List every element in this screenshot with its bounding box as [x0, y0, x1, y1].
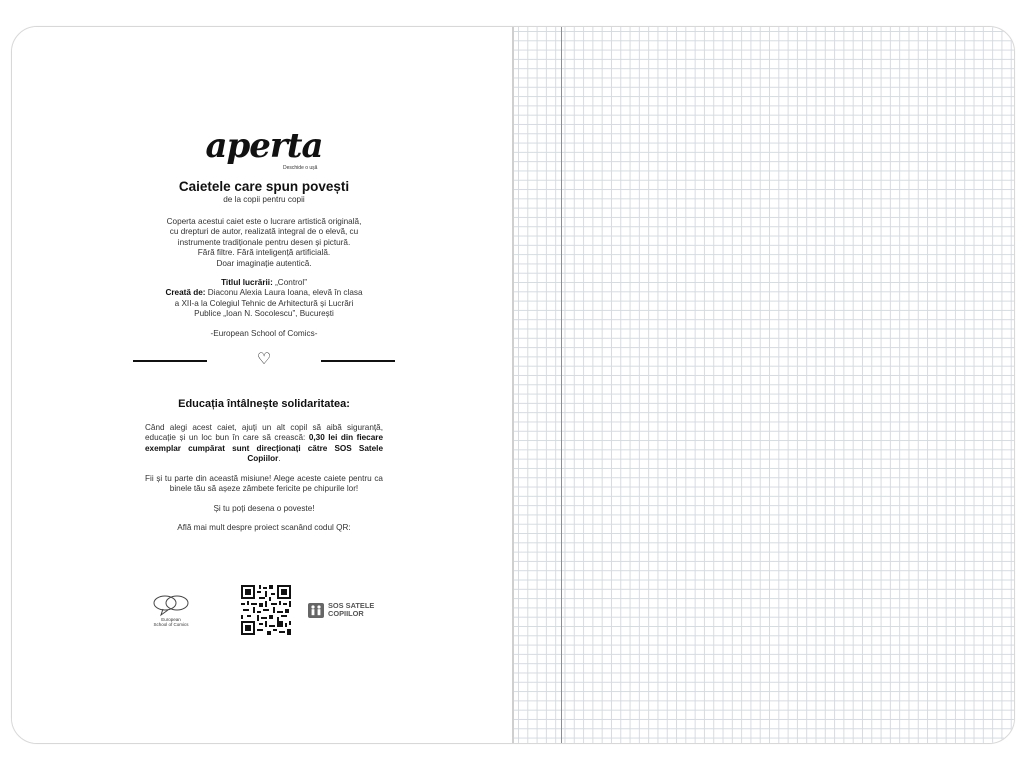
page-title: Caietele care spun povești: [178, 179, 350, 194]
intro-line: Fără filtre. Fără inteligență artificială.: [197, 248, 331, 258]
intro-line: cu drepturi de autor, realizată integral de o elevă, cu: [169, 227, 359, 237]
qr-code[interactable]: [241, 585, 291, 635]
heart-divider: [145, 349, 383, 371]
solidarity-text: Când alegi acest caiet, ajuți un alt copil să aibă siguranță, educație și un loc bun în care să crească:: [145, 423, 383, 443]
credits-block: [145, 278, 383, 320]
sos-line2: COPIILOR: [328, 609, 364, 619]
author-line-3: Publice „Ioan N. Socolescu”, București: [194, 309, 334, 319]
author-value: Diaconu Alexia Laura Ioana, elevă în clasa: [205, 288, 363, 298]
margin-line: [561, 27, 562, 743]
left-page: [12, 27, 512, 743]
author-label: Creată de:: [165, 288, 206, 298]
intro-paragraph: [145, 217, 383, 269]
partner-logos: [145, 585, 383, 641]
intro-line: instrumente tradiționale pentru desen și pictură.: [177, 237, 351, 247]
notebook-spread: [11, 26, 1015, 744]
solidarity-text-end: .: [278, 454, 281, 464]
speech-bubbles-icon: [151, 593, 191, 617]
author-line-2: a XII-a la Colegiul Tehnic de Arhitectură și Lucrări: [174, 298, 354, 308]
sos-line1: SOS SATELE: [328, 601, 375, 610]
artwork-title-label: Titlul lucrării:: [221, 278, 273, 288]
esc-logo-line2: School of Comics: [153, 622, 189, 627]
author-line: [145, 288, 383, 298]
intro-line: Coperta acestui caiet este o lucrare artistică originală,: [166, 217, 362, 226]
page-subtitle: de la copii pentru copii: [223, 195, 305, 204]
school-credit: -European School of Comics-: [210, 328, 318, 338]
qr-prompt: Află mai mult despre proiect scanând codul QR:: [177, 522, 351, 532]
solidarity-title: Educația întâlnește solidaritatea:: [178, 398, 350, 411]
donation-text: 0,30 lei din fiecare exemplar cumpărat sunt direcționați către SOS Satele Copiilor: [145, 433, 384, 464]
sos-children-icon: [308, 603, 324, 618]
artwork-title-value: „Control”: [272, 278, 307, 288]
logo-tagline: Deschide o ușă: [283, 165, 318, 171]
solidarity-paragraph: [145, 423, 383, 465]
logo-wordmark: aperta: [205, 126, 323, 166]
heart-icon: ♡: [256, 351, 272, 369]
artwork-title-line: [145, 278, 383, 288]
esc-logo-line1: European: [161, 617, 181, 622]
draw-paragraph: Și tu poți desena o poveste!: [213, 503, 315, 513]
sos-satele-copiilor-logo: [308, 601, 388, 621]
intro-line: Doar imaginație autentică.: [216, 258, 312, 268]
divider-line-left: [133, 360, 207, 362]
divider-line-right: [321, 360, 395, 362]
sos-logo-text: [328, 602, 374, 619]
left-page-content: [145, 127, 383, 542]
mission-paragraph: Fii și tu parte din această misiune! Alege aceste caiete pentru ca binele tău să așeze zâmbete fericite pe chipurile lor!: [145, 473, 383, 494]
right-page-grid: [514, 27, 1014, 743]
brand-logo: [145, 127, 383, 175]
european-school-of-comics-logo: [149, 593, 193, 631]
